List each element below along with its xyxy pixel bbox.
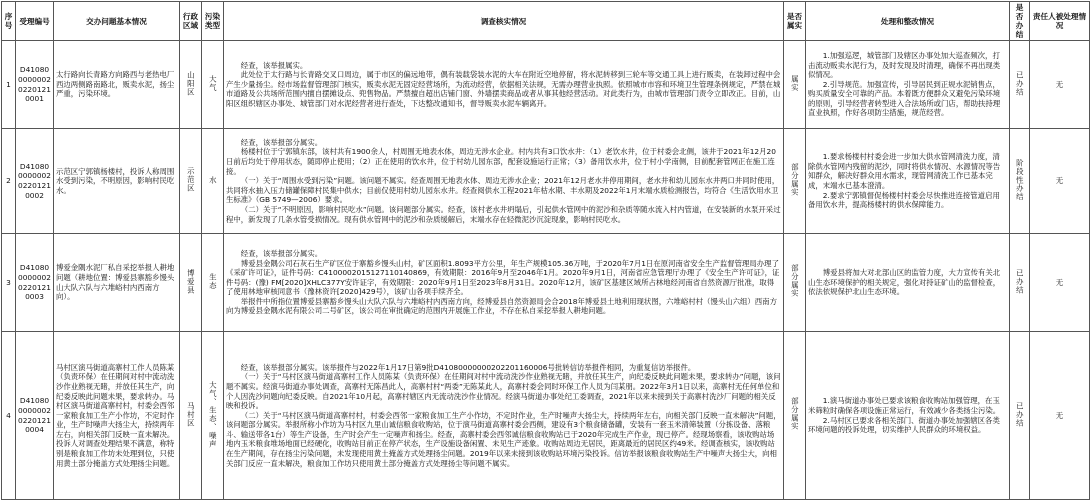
investigation-para: 经查，该举报属实。 [240, 60, 308, 70]
header-verified: 是否属实 [784, 2, 806, 41]
header-id: 受理编号 [16, 2, 54, 41]
row-verified-text: 部分属实 [790, 264, 800, 298]
row-type [202, 234, 224, 332]
row-issue: 太行路向长青路方向路西与老热电厂西边两侧路南路北，贩卖水泥，扬尘严重，污染环境。 [54, 41, 180, 129]
handling-para: 博爱县将加大对北部山区的监管力度，大力宣传有关北山生态环境保护的相关规定，强化对持证矿山的监督检查，依法依规保护北山生态环境。 [808, 268, 1001, 297]
row-id [16, 234, 54, 332]
header-row [2, 2, 1090, 41]
row-district [180, 234, 202, 332]
investigation-para: 经查，该举报部分属实。该举报件与2022年1月17日第9批D41080000000202201160006号批转信访举报件相同，为重复信访举报件。 [240, 362, 696, 372]
row-district [180, 129, 202, 234]
row-id-text: D41080000000202201210001 [18, 65, 51, 104]
row-type [202, 41, 224, 129]
row-closed-text: 阶段性办结 [1015, 158, 1025, 201]
table-row [2, 41, 1090, 129]
row-seq: 2 [2, 129, 16, 234]
header-issue: 交办问题基本情况 [54, 2, 180, 41]
header-type: 污染类型 [202, 2, 224, 41]
row-handling [806, 332, 1010, 500]
row-type [202, 332, 224, 500]
investigation-para: （二）关于“马村区演马街道高寨村村，村委会西邻一家粮食加工生产小作坊，不定时作业，生产时噪声大扬尘大，持续两年左右，向相关部门反映一直未解决”问题，该问题部分属实。举报所称小作坊为马村区九里山诚信粮食收购站，位于演马街道高寨村委会西侧，建设有3个粮食储备罐，安装有一套玉米清筛装置（分拣设备、落粮斗、输送带各1台）等生产设备，生产时会产生一定噪声和扬尘。经查，高寨村委会西邻诚信粮食收购站已于2020年完成生产作业，现已停产。经现场察看，该收购站场地内玉米粮食堆场地面已经硬化，收购站目前正在停产状态，生产设施设备闲置、未见生产迹象。收购站周边无居民，距离最近的居民区约49米。经调查核实，该收购站在生产期间，存在扬尘污染问题，未发现使用黄土掩盖方式处理扬尘问题。2019年以来未接到该收购站环境污染投诉。信访举报该粮食收购站生产中噪声大扬尘大，向相关部门反应一直未解决，粮食加工作坊只使用黄土部分掩盖方式处理扬尘等问题不属实。 [226, 410, 781, 468]
row-investigation [224, 332, 784, 500]
row-type-text: 生态 [208, 272, 218, 290]
row-id-text: D41080000000202201210004 [18, 396, 51, 435]
row-seq: 3 [2, 234, 16, 332]
row-verified [784, 234, 806, 332]
row-id [16, 332, 54, 500]
handling-para: 1.要求杨楼村村委会进一步加大供水管网清洗力度，清除供水管网内残留的泥沙，同时将供水情况、水源情况等告知群众，解决好群众用水需求，现管网清洗工作已基本完成，末端水已基本澄清。 [808, 152, 1001, 190]
table-row [2, 129, 1090, 234]
investigation-para: （一）关于“马村区演马街道高寨村工作人员陈某（负责环保）在任期间对村中流动洗沙作业熟视无睹，并放任其生产，向纪委反映此问题未果，要求转办”问题，该问题不属实。经演马街道办事处调查，高寨村无陈昌此人，高寨村村“两委”无陈某此人，高寨村委会同时环保工作人员为闫某朋。2022年3月1日以来，高寨村无任何单位和个人因洗沙问题向纪委反映。自2021年10月起，高寨村辖区内无流动洗沙作业情况。经演马街道办事处纪工委调查，2021年以来未接到关于高寨村洗沙厂问题的相关反映和投诉。 [226, 372, 781, 411]
row-issue: 马村区演马街道高寨村工作人员陈某（负责环保）在任期间对村中流动洗沙作业熟视无睹，并放任其生产，向纪委反映此问题未果，要求转办。马村区演马街道高寨村村，村委会西邻一家粮食加工生产小作坊，不定时作业，生产时噪声大扬尘大，持续两年左右，向相关部门反映一直未解决。投诉人对调查处理结果不满意，称特别是粮食加工作坊未处理到位，只使用黄土部分掩盖方式处理扬尘问题。 [54, 332, 180, 500]
row-district-text: 马村区 [186, 401, 196, 427]
row-id-text: D41080000000202201210002 [18, 161, 51, 200]
handling-para: 2.要求宁郭镇督促杨楼村村委会尽快推进连接管道启用备用饮水井，提高杨楼村的供水保障能力。 [808, 190, 1000, 210]
table-row [2, 234, 1090, 332]
handling-para: 2.引导规范。加强宣传，引导居民到正规水泥销售点，购买质量安全可靠的产品。本着既方便群众又避免污染环境的原则，引导经营者转型进入合法场所或门店，帮助扶持理直业执照，作好各项防尘措施，规范经营。 [808, 79, 1001, 118]
row-type-text: 大气 [208, 74, 218, 92]
row-type-text: 水 [208, 175, 218, 184]
investigation-para: 博爱县金隅公司石灰石生产矿区位于寨豁乡馒头山村，矿区面积1.8093平方公里，年生产规模105.36万吨，于2020年7月1日在原河南省安全生产监督管理局办理了《采矿许可证》，证件号码：C4100002015127110140869，有效期限：2016年9月至2046年1月。2020年9月1日，河南省应急管理厅办理了《安全生产许可证》，证件号码：(豫) FM[2020]XHLC377Y安许证字，有效期限：2020年9月1日至2023年8月31日。2020年12月，该矿区基建区域所占林地经河南省自然资源厅批准，取得了使用林地审核同意书（豫林资许[2020]429号），该矿山各项手续齐全。 [226, 258, 780, 297]
row-seq: 1 [2, 41, 16, 129]
investigation-para: （二）关于“不明原因，影响村民吃水”问题。该问题部分属实。经查，该村老水井坍塌后，引起供水管网中的泥沙和杂质等随水流入村内管道，在安装新的水泵开采过程中，新发现了几条水管受损情况。现有供水管网中的泥沙和杂质缓解后，末端水存在轻微泥沙沉淀现象，影响村民吃水。 [226, 204, 781, 224]
row-investigation [224, 129, 784, 234]
row-handling [806, 41, 1010, 129]
row-accountability: 无 [1030, 129, 1090, 234]
header-handling: 处理和整改情况 [806, 2, 1010, 41]
header-closed: 是否办结 [1010, 2, 1030, 41]
row-seq: 4 [2, 332, 16, 500]
row-type-text: 大气、生态、噪声 [208, 380, 218, 448]
row-type [202, 129, 224, 234]
row-investigation [224, 41, 784, 129]
row-district-text: 示范区 [186, 167, 196, 193]
header-accountability: 责任人被处理情况 [1030, 2, 1090, 41]
row-district-text: 山阳区 [186, 70, 196, 96]
row-issue: 示范区宁郭镇杨楼村，投诉人称周围水受到污染，不明原因，影响村民吃水。 [54, 129, 180, 234]
header-district: 行政区域 [180, 2, 202, 41]
investigation-para: （一）关于“周围水受到污染”问题。该问题不属实。经查周围无地表水体、周边无涉水企业；2021年12月老水井停用期间，老水井和幼儿园东水井两口井同时使用，共同将水抽入压力储罐保障村民集中供水；目前仅使用村幼儿园东水井。经查阅供水工程2021年枯水期、丰水期及2022年1月末端水质检测报告，均符合《生活饮用水卫生标准》（GB 5749—2006）要求。 [226, 176, 780, 205]
investigation-para: 经查，该举报部分属实。 [240, 248, 323, 258]
handling-para: 1.演马街道办事处已要求该粮食收购站加强管理，在玉米筛粒时确保各项设施正常运行，有效减少各类扬尘污染。 [808, 396, 1001, 415]
row-closed-text: 已办结 [1015, 268, 1025, 294]
row-handling [806, 234, 1010, 332]
header-seq: 序号 [2, 2, 16, 41]
header-investigation: 调查核实情况 [224, 2, 784, 41]
row-accountability: 无 [1030, 41, 1090, 129]
row-id [16, 129, 54, 234]
row-closed [1010, 332, 1030, 500]
row-verified [784, 332, 806, 500]
row-id-text: D41080000000202201210003 [18, 263, 51, 302]
row-verified-text: 属实 [790, 74, 800, 92]
investigation-para: 经查，该举报部分属实。 [240, 137, 323, 147]
row-handling [806, 129, 1010, 234]
row-verified-text: 部分属实 [790, 397, 800, 431]
table-row [2, 332, 1090, 500]
row-accountability: 无 [1030, 332, 1090, 500]
investigation-para: 举报件中所指位置博爱县寨豁乡馒头山大队六队与六堆峪村内西南方向，经博爱县自然资源局会合2018年博爱县土地利用现状图，六堆峪村村（馒头山六组）西南方向为博爱县金隅水泥有限公司二号矿区，该公司在审批确定的范围内开展施工作业，不存在私自采挖举报人耕地问题。 [226, 296, 777, 316]
row-closed [1010, 41, 1030, 129]
row-district [180, 332, 202, 500]
row-verified [784, 41, 806, 129]
row-closed-text: 已办结 [1015, 70, 1025, 96]
row-district-text: 博爱县 [186, 268, 196, 294]
row-verified-text: 部分属实 [790, 162, 800, 197]
row-accountability: 无 [1030, 234, 1090, 332]
investigation-para: 此处位于太行路与长青路交叉口周边，属于市区的偏远地带，偶有装载袋装水泥的大车在附近空地停留，将水泥转移到三轮车等交通工具上进行贩卖，在装卸过程中会产生少量扬尘。经市场监督管理部门核实，贩卖水泥无固定经营场所，为流动经营，依据相关法规，无需办理营业执照。依照城市市容和环境卫生管理条例规定，严禁在城市道路及公共场所范围内擅自摆摊设点、兜售物品。严禁擅自超出店铺门窗、外墙摆卖商品或者从事其他经营活动。对此类行为，由城市管理部门责令立即改正。目前，山阳区组织辖区办事处、城管部门对水泥经营者进行查处，下达整改通知书，督导贩卖水泥车辆离开。 [226, 70, 781, 108]
row-id [16, 41, 54, 129]
handling-para: 2.马村区已要求各相关部门、街道办事处加强辖区各类环境问题的投诉处理，切实维护人民群众的环境权益。 [808, 415, 1000, 435]
investigation-para: 杨楼村位于宁郭镇东部，该村共有1900余人，村周围无地表水体，周边无涉水企业。村内共有3口饮水井：（1）老饮水井，位于村委会北侧，该井于2021年12月20日前后均处于停用状态，随即停止使用；（2）正在使用的饮水井，位于村幼儿园东部，配套设施运行正常；（3）备用饮水井，位于村小学南侧，目前配套管网正在施工连接。 [226, 147, 776, 176]
handling-para: 1.加强巡逻，城管部门及辖区办事处加大巡查频次，打击流动贩卖水泥行为，及时发现及时清理，确保不再出现类似情况。 [808, 50, 1001, 80]
row-issue: 博爱金隅水泥厂私自采挖举报人耕地问题（耕地位置：博爱县寨豁乡馒头山大队六队与六堆峪村内西南方向）。 [54, 234, 180, 332]
row-closed-text: 已办结 [1015, 401, 1025, 427]
row-closed [1010, 129, 1030, 234]
row-verified [784, 129, 806, 234]
row-closed [1010, 234, 1030, 332]
row-district [180, 41, 202, 129]
row-investigation [224, 234, 784, 332]
complaint-table [1, 1, 1090, 500]
